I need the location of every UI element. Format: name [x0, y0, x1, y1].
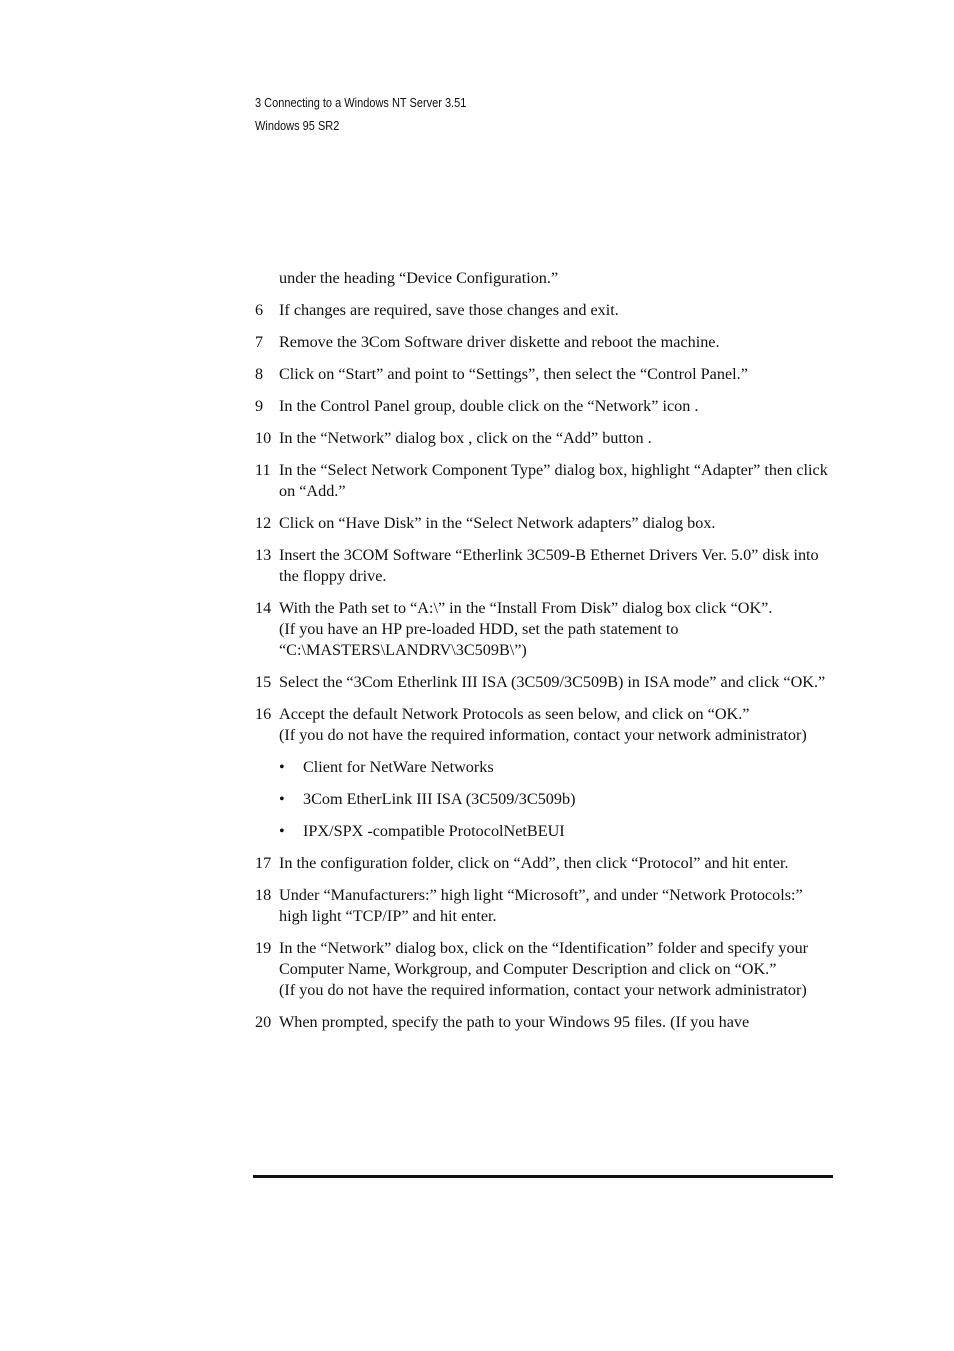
step-text	[279, 300, 835, 321]
footer-rule	[253, 1175, 833, 1178]
step-text	[279, 1012, 835, 1033]
step-line: (If you do not have the required information, contact your network administrator)	[279, 726, 807, 744]
step-text	[279, 332, 835, 353]
step-number: 18	[255, 886, 272, 904]
step-item	[255, 300, 835, 321]
step-item	[255, 428, 835, 449]
bullet-icon: •	[279, 822, 285, 840]
step-line: In the “Network” dialog box, click on the “Identification” folder and specify your Computer Name, Workgroup, and Computer Description and click on “OK.”	[279, 939, 809, 978]
step-item	[255, 364, 835, 385]
steps-list	[255, 300, 835, 746]
bullet-item	[279, 821, 835, 842]
step-line: With the Path set to “A:\” in the “Install From Disk” dialog box click “OK”.	[279, 599, 773, 617]
bullet-item	[279, 789, 835, 810]
step-number: 10	[255, 429, 272, 447]
step-number: 7	[255, 333, 264, 351]
step-number: 16	[255, 705, 272, 723]
step-number: 14	[255, 599, 272, 617]
step-item	[255, 396, 835, 417]
step-text	[279, 885, 835, 927]
step-line: (If you do not have the required information, contact your network administrator)	[279, 981, 807, 999]
step-text	[279, 513, 835, 534]
steps-list-continued	[255, 853, 835, 1033]
step-item	[255, 598, 835, 661]
chapter-header: 3 Connecting to a Windows NT Server 3.51	[255, 96, 467, 110]
step-text	[279, 938, 835, 1001]
step-number: 9	[255, 397, 264, 415]
step-line: Click on “Have Disk” in the “Select Network adapters” dialog box.	[279, 514, 716, 532]
step-line: In the Control Panel group, double click on the “Network” icon .	[279, 397, 699, 415]
step-number: 19	[255, 939, 272, 957]
step-number: 11	[255, 461, 271, 479]
step-text	[279, 598, 835, 661]
step-line: If changes are required, save those changes and exit.	[279, 301, 619, 319]
step-text	[279, 364, 835, 385]
step-text	[279, 545, 835, 587]
step-text	[279, 672, 835, 693]
step-number: 20	[255, 1013, 272, 1031]
step-line: Insert the 3COM Software “Etherlink 3C509-B Ethernet Drivers Ver. 5.0” disk into the floppy drive.	[279, 546, 819, 585]
step-line: Select the “3Com Etherlink III ISA (3C509/3C509B) in ISA mode” and click “OK.”	[279, 673, 826, 691]
bullet-icon: •	[279, 790, 285, 808]
step-line: Remove the 3Com Software driver diskette and reboot the machine.	[279, 333, 720, 351]
step-number: 15	[255, 673, 272, 691]
step-text	[279, 460, 835, 502]
section-header: Windows 95 SR2	[255, 119, 340, 133]
step-line: When prompted, specify the path to your Windows 95 files. (If you have	[279, 1013, 750, 1031]
step-item	[255, 704, 835, 746]
step-item	[255, 1012, 835, 1033]
step-number: 12	[255, 514, 272, 532]
step-line: Accept the default Network Protocols as seen below, and click on “OK.”	[279, 705, 750, 723]
step-item	[255, 513, 835, 534]
step-text	[279, 853, 835, 874]
protocol-bullet-list	[255, 757, 835, 842]
continuation-text: under the heading “Device Configuration.”	[279, 269, 559, 287]
step-text	[279, 428, 835, 449]
bullet-text: 3Com EtherLink III ISA (3C509/3C509b)	[303, 790, 576, 808]
step-item	[255, 885, 835, 927]
step-line: In the “Select Network Component Type” dialog box, highlight “Adapter” then click on “Add.”	[279, 461, 828, 500]
bullet-item	[279, 757, 835, 778]
step-line: In the configuration folder, click on “Add”, then click “Protocol” and hit enter.	[279, 854, 789, 872]
step-text	[279, 704, 835, 746]
bullet-icon: •	[279, 758, 285, 776]
step-number: 17	[255, 854, 272, 872]
step-line: (If you have an HP pre-loaded HDD, set the path statement to “C:\MASTERS\LANDRV\3C509B\”)	[279, 620, 679, 659]
step-line: Click on “Start” and point to “Settings”, then select the “Control Panel.”	[279, 365, 748, 383]
step-item	[255, 853, 835, 874]
step-item	[255, 545, 835, 587]
step-item	[255, 332, 835, 353]
step-text	[279, 396, 835, 417]
step-line: In the “Network” dialog box , click on the “Add” button .	[279, 429, 652, 447]
step-line: Under “Manufacturers:” high light “Microsoft”, and under “Network Protocols:” high light “TCP/IP” and hit enter.	[279, 886, 803, 925]
step-number: 13	[255, 546, 272, 564]
bullet-text: IPX/SPX -compatible ProtocolNetBEUI	[303, 822, 565, 840]
bullet-text: Client for NetWare Networks	[303, 758, 494, 776]
step-number: 8	[255, 365, 264, 383]
step-item	[255, 938, 835, 1001]
step-item	[255, 460, 835, 502]
instruction-body	[255, 268, 835, 1044]
step-item	[255, 672, 835, 693]
step-number: 6	[255, 301, 264, 319]
